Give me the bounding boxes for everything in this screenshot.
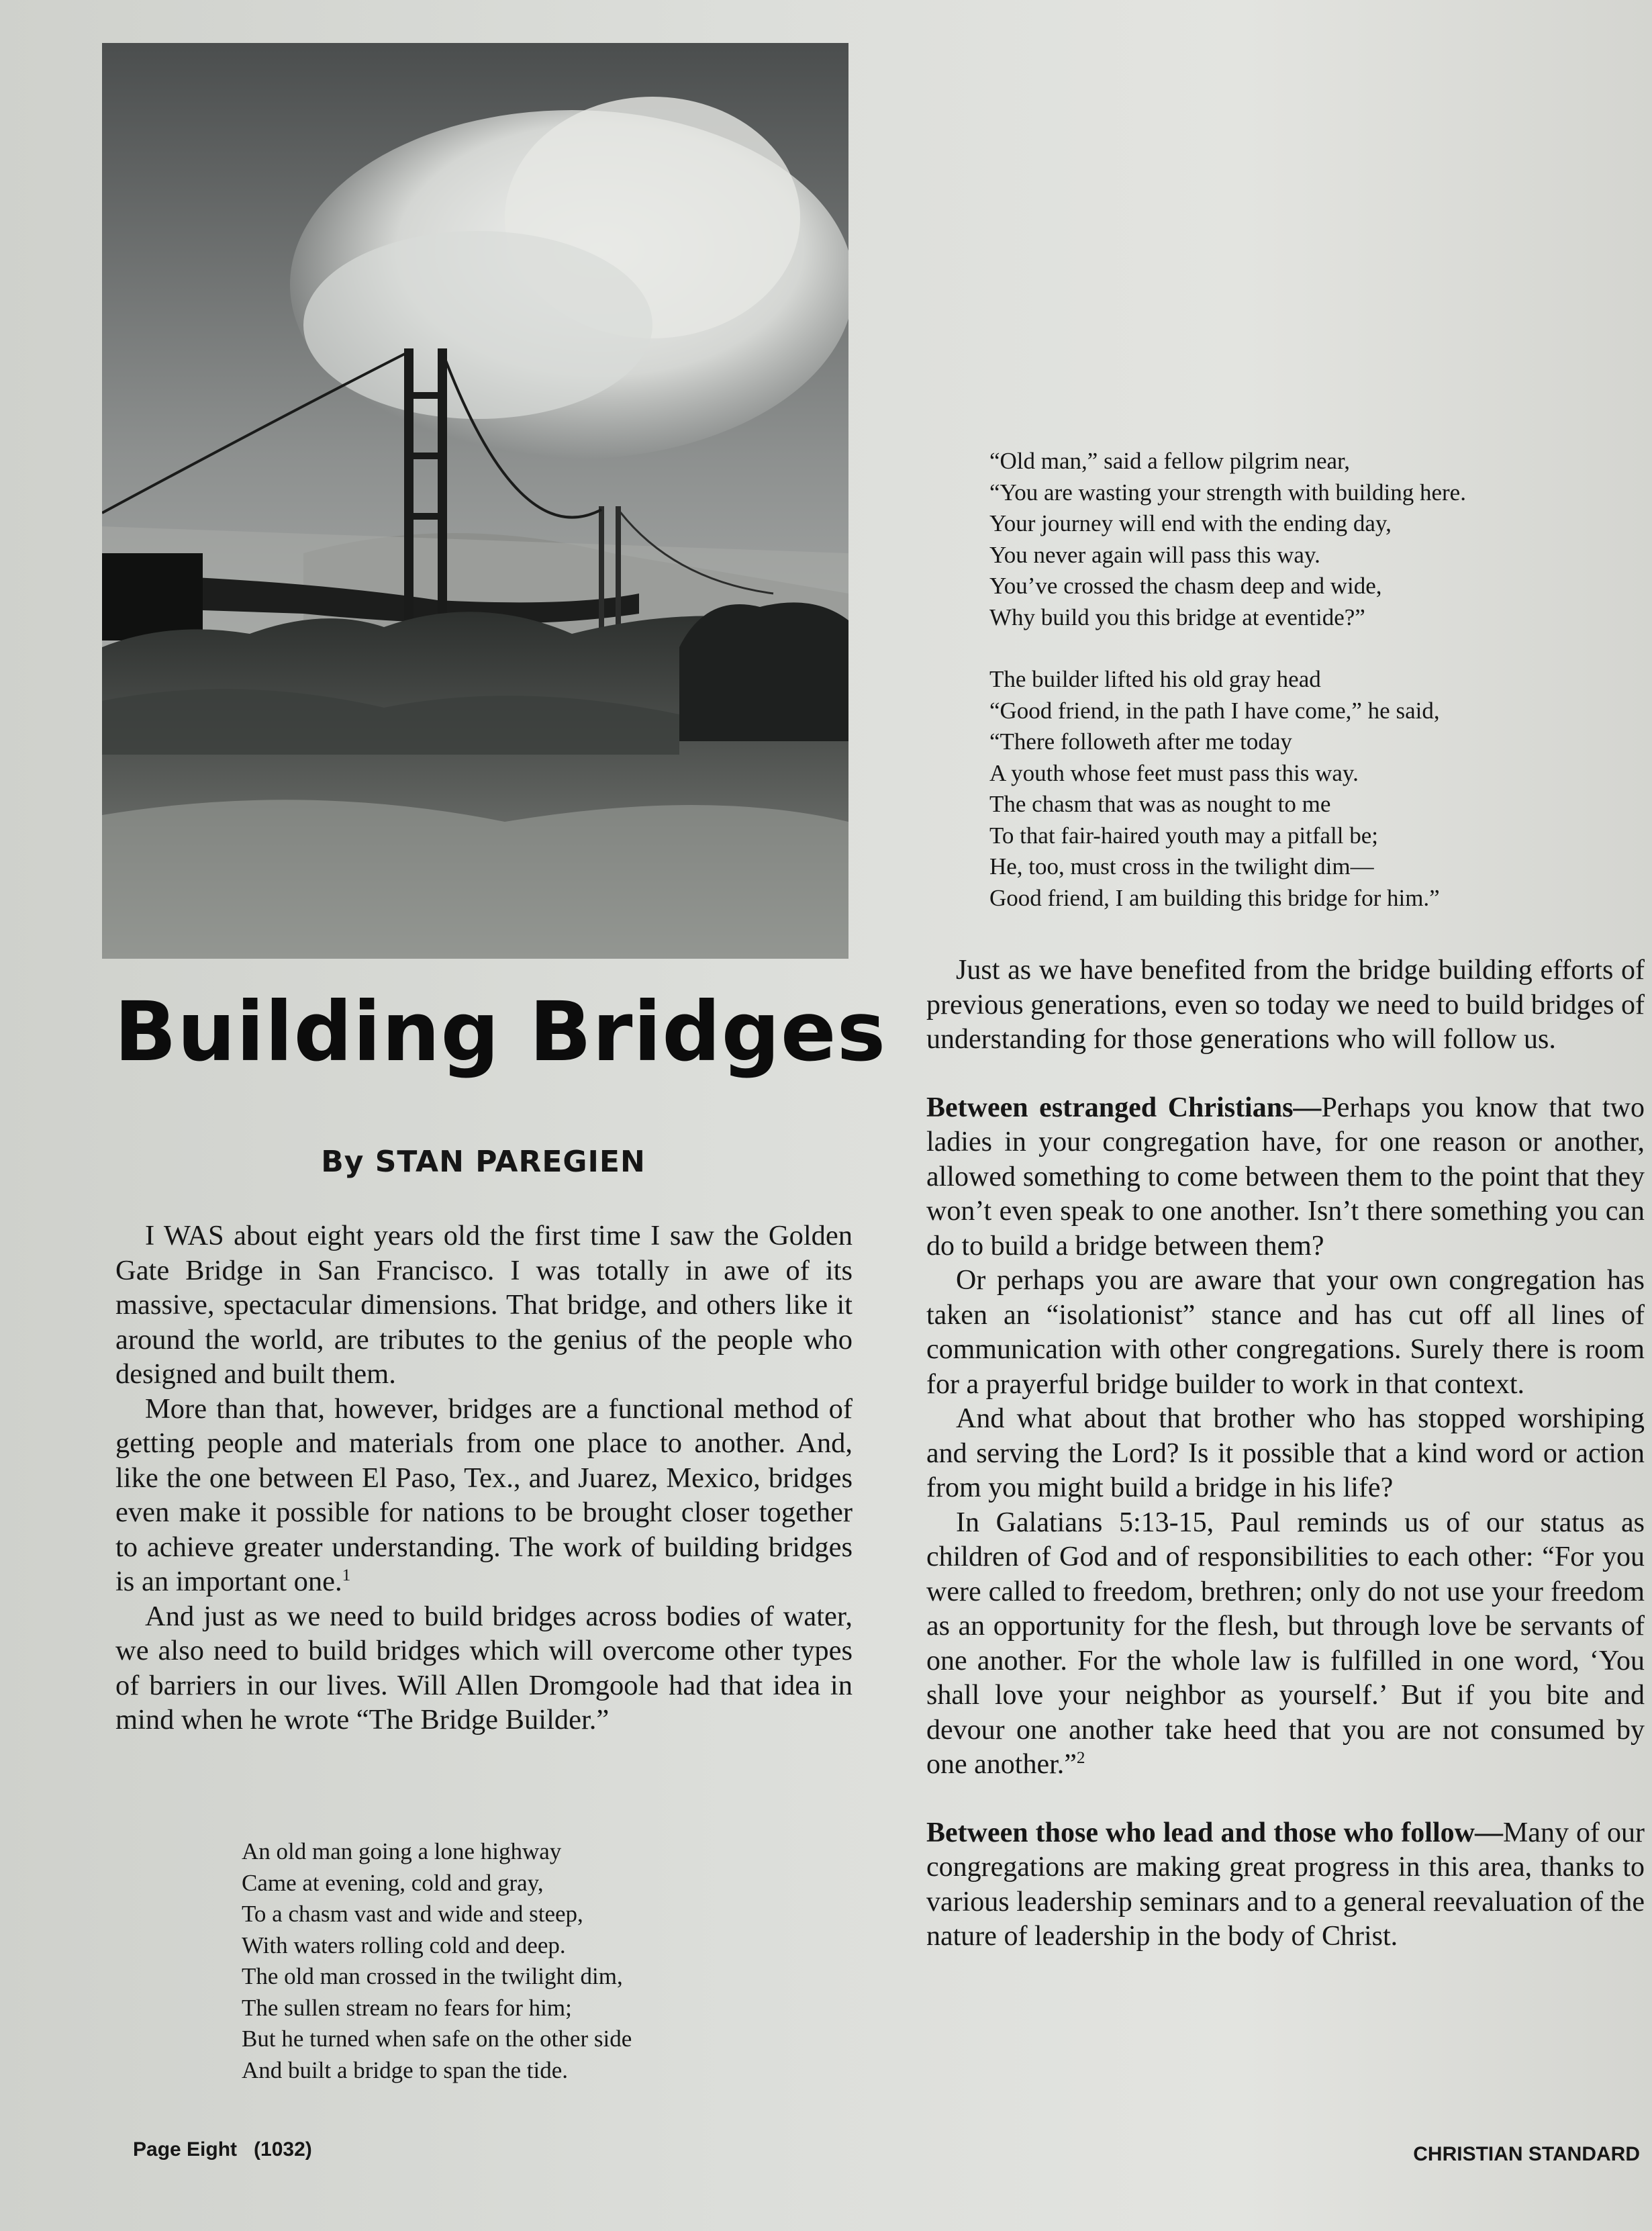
poem-line: The chasm that was as nought to me bbox=[989, 791, 1331, 817]
footnote-marker: 2 bbox=[1076, 1749, 1085, 1767]
poem-line: An old man going a lone highway bbox=[242, 1838, 562, 1864]
poem-line: “Good friend, in the path I have come,” he said, bbox=[989, 697, 1440, 724]
poem-line: “You are wasting your strength with building here. bbox=[989, 479, 1466, 506]
poem-line: “There followeth after me today bbox=[989, 728, 1292, 755]
article-continuation bbox=[926, 953, 1645, 1954]
paragraph: And what about that brother who has stopped worshiping and serving the Lord? Is it possible that a kind word or action from you might build a bridge in his life? bbox=[926, 1403, 1645, 1503]
paragraph: Or perhaps you are aware that your own congregation has taken an “isolationist” stance and has cut off all lines of communication with other congregations. Surely there is room for a prayerful bridge builder to work in that context. bbox=[926, 1265, 1645, 1400]
poem-line: The sullen stream no fears for him; bbox=[242, 1994, 572, 2021]
section-estranged-christians: Between estranged Christians—Perhaps you know that two ladies in your congregation have, for one reason or another, allowed something to come between them to the point that they won’t even speak to one another. Isn’t there something you can do to build a bridge between them? bbox=[926, 1092, 1645, 1262]
poem-line: The builder lifted his old gray head bbox=[989, 666, 1321, 692]
golden-gate-bridge-photo bbox=[102, 43, 848, 959]
poem-line: And built a bridge to span the tide. bbox=[242, 2056, 569, 2083]
poem-line: Why build you this bridge at eventide?” bbox=[989, 604, 1365, 630]
section-heading: Between estranged Christians— bbox=[926, 1092, 1322, 1123]
poem-line: Came at evening, cold and gray, bbox=[242, 1869, 544, 1896]
paragraph: More than that, however, bridges are a functional method of getting people and materials from one place to another. And, like the one between El Paso, Tex., and Juarez, Mexico, bridges even make it possible for nations to be brought closer together to achieve greater understanding. The work of building bridges is an important one.$^1$ bbox=[115, 1392, 853, 1597]
poem-line: With waters rolling cold and deep. bbox=[242, 1932, 566, 1958]
poem-line: To that fair-haired youth may a pitfall be; bbox=[989, 822, 1379, 849]
poem-line: The old man crossed in the twilight dim, bbox=[242, 1963, 623, 1989]
paragraph: I WAS about eight years old the first time I saw the Golden Gate Bridge in San Francisco. I was totally in awe of its massive, spectacular dimensions. That bridge, and others like it around the world, are tributes to the genius of the people who designed and built them. bbox=[115, 1220, 853, 1390]
article-title: Building Bridges bbox=[114, 984, 887, 1080]
poem-line: Your journey will end with the ending day, bbox=[989, 510, 1392, 536]
paragraph: In Galatians 5:13-15, Paul reminds us of our status as children of God and of responsibilities to each other: “For you were called to freedom, brethren; only do not use your freedom as an opportunity for the flesh, but through love be servants of one another. For the whole law is fulfilled in one word, ‘You shall love your neighbor as yourself.’ But if you bite and devour one another take heed that you are not consumed by one another.”$^2$ bbox=[926, 1507, 1645, 1780]
section-heading: Between those who lead and those who follow— bbox=[926, 1817, 1503, 1848]
article-intro bbox=[115, 1219, 853, 1738]
section-leaders-followers: Between those who lead and those who follow—Many of our congregations are making great progress in this area, thanks to various leadership seminars and to a general reevaluation of the nature of leadership in the body of Christ. bbox=[926, 1817, 1645, 1952]
footnote-marker: 1 bbox=[342, 1564, 351, 1584]
page-number: Page Eight (1032) bbox=[133, 2138, 312, 2161]
publication-name: CHRISTIAN STANDARD bbox=[1413, 2143, 1640, 2165]
poem-line: You never again will pass this way. bbox=[989, 541, 1320, 568]
poem-part-two bbox=[989, 446, 1614, 914]
poem-line: To a chasm vast and wide and steep, bbox=[242, 1901, 583, 1927]
poem-line: You’ve crossed the chasm deep and wide, bbox=[989, 573, 1382, 599]
poem-part-one bbox=[242, 1836, 806, 2086]
poem-line: Good friend, I am building this bridge for him.” bbox=[989, 884, 1440, 911]
paragraph: And just as we need to build bridges across bodies of water, we also need to build bridges which will overcome other types of barriers in our lives. Will Allen Dromgoole had that idea in mind when he wrote “The Bridge Builder.” bbox=[115, 1600, 853, 1736]
poem-line: “Old man,” said a fellow pilgrim near, bbox=[989, 448, 1351, 474]
stanza-break bbox=[989, 633, 1614, 664]
paragraph: Just as we have benefited from the bridge building efforts of previous generations, even so today we need to build bridges of understanding for those generations who will follow us. bbox=[926, 955, 1645, 1055]
byline: By STAN PAREGIEN bbox=[321, 1145, 646, 1179]
poem-line: But he turned when safe on the other side bbox=[242, 2026, 632, 2052]
poem-line: A youth whose feet must pass this way. bbox=[989, 759, 1359, 786]
poem-line: He, too, must cross in the twilight dim— bbox=[989, 853, 1374, 880]
